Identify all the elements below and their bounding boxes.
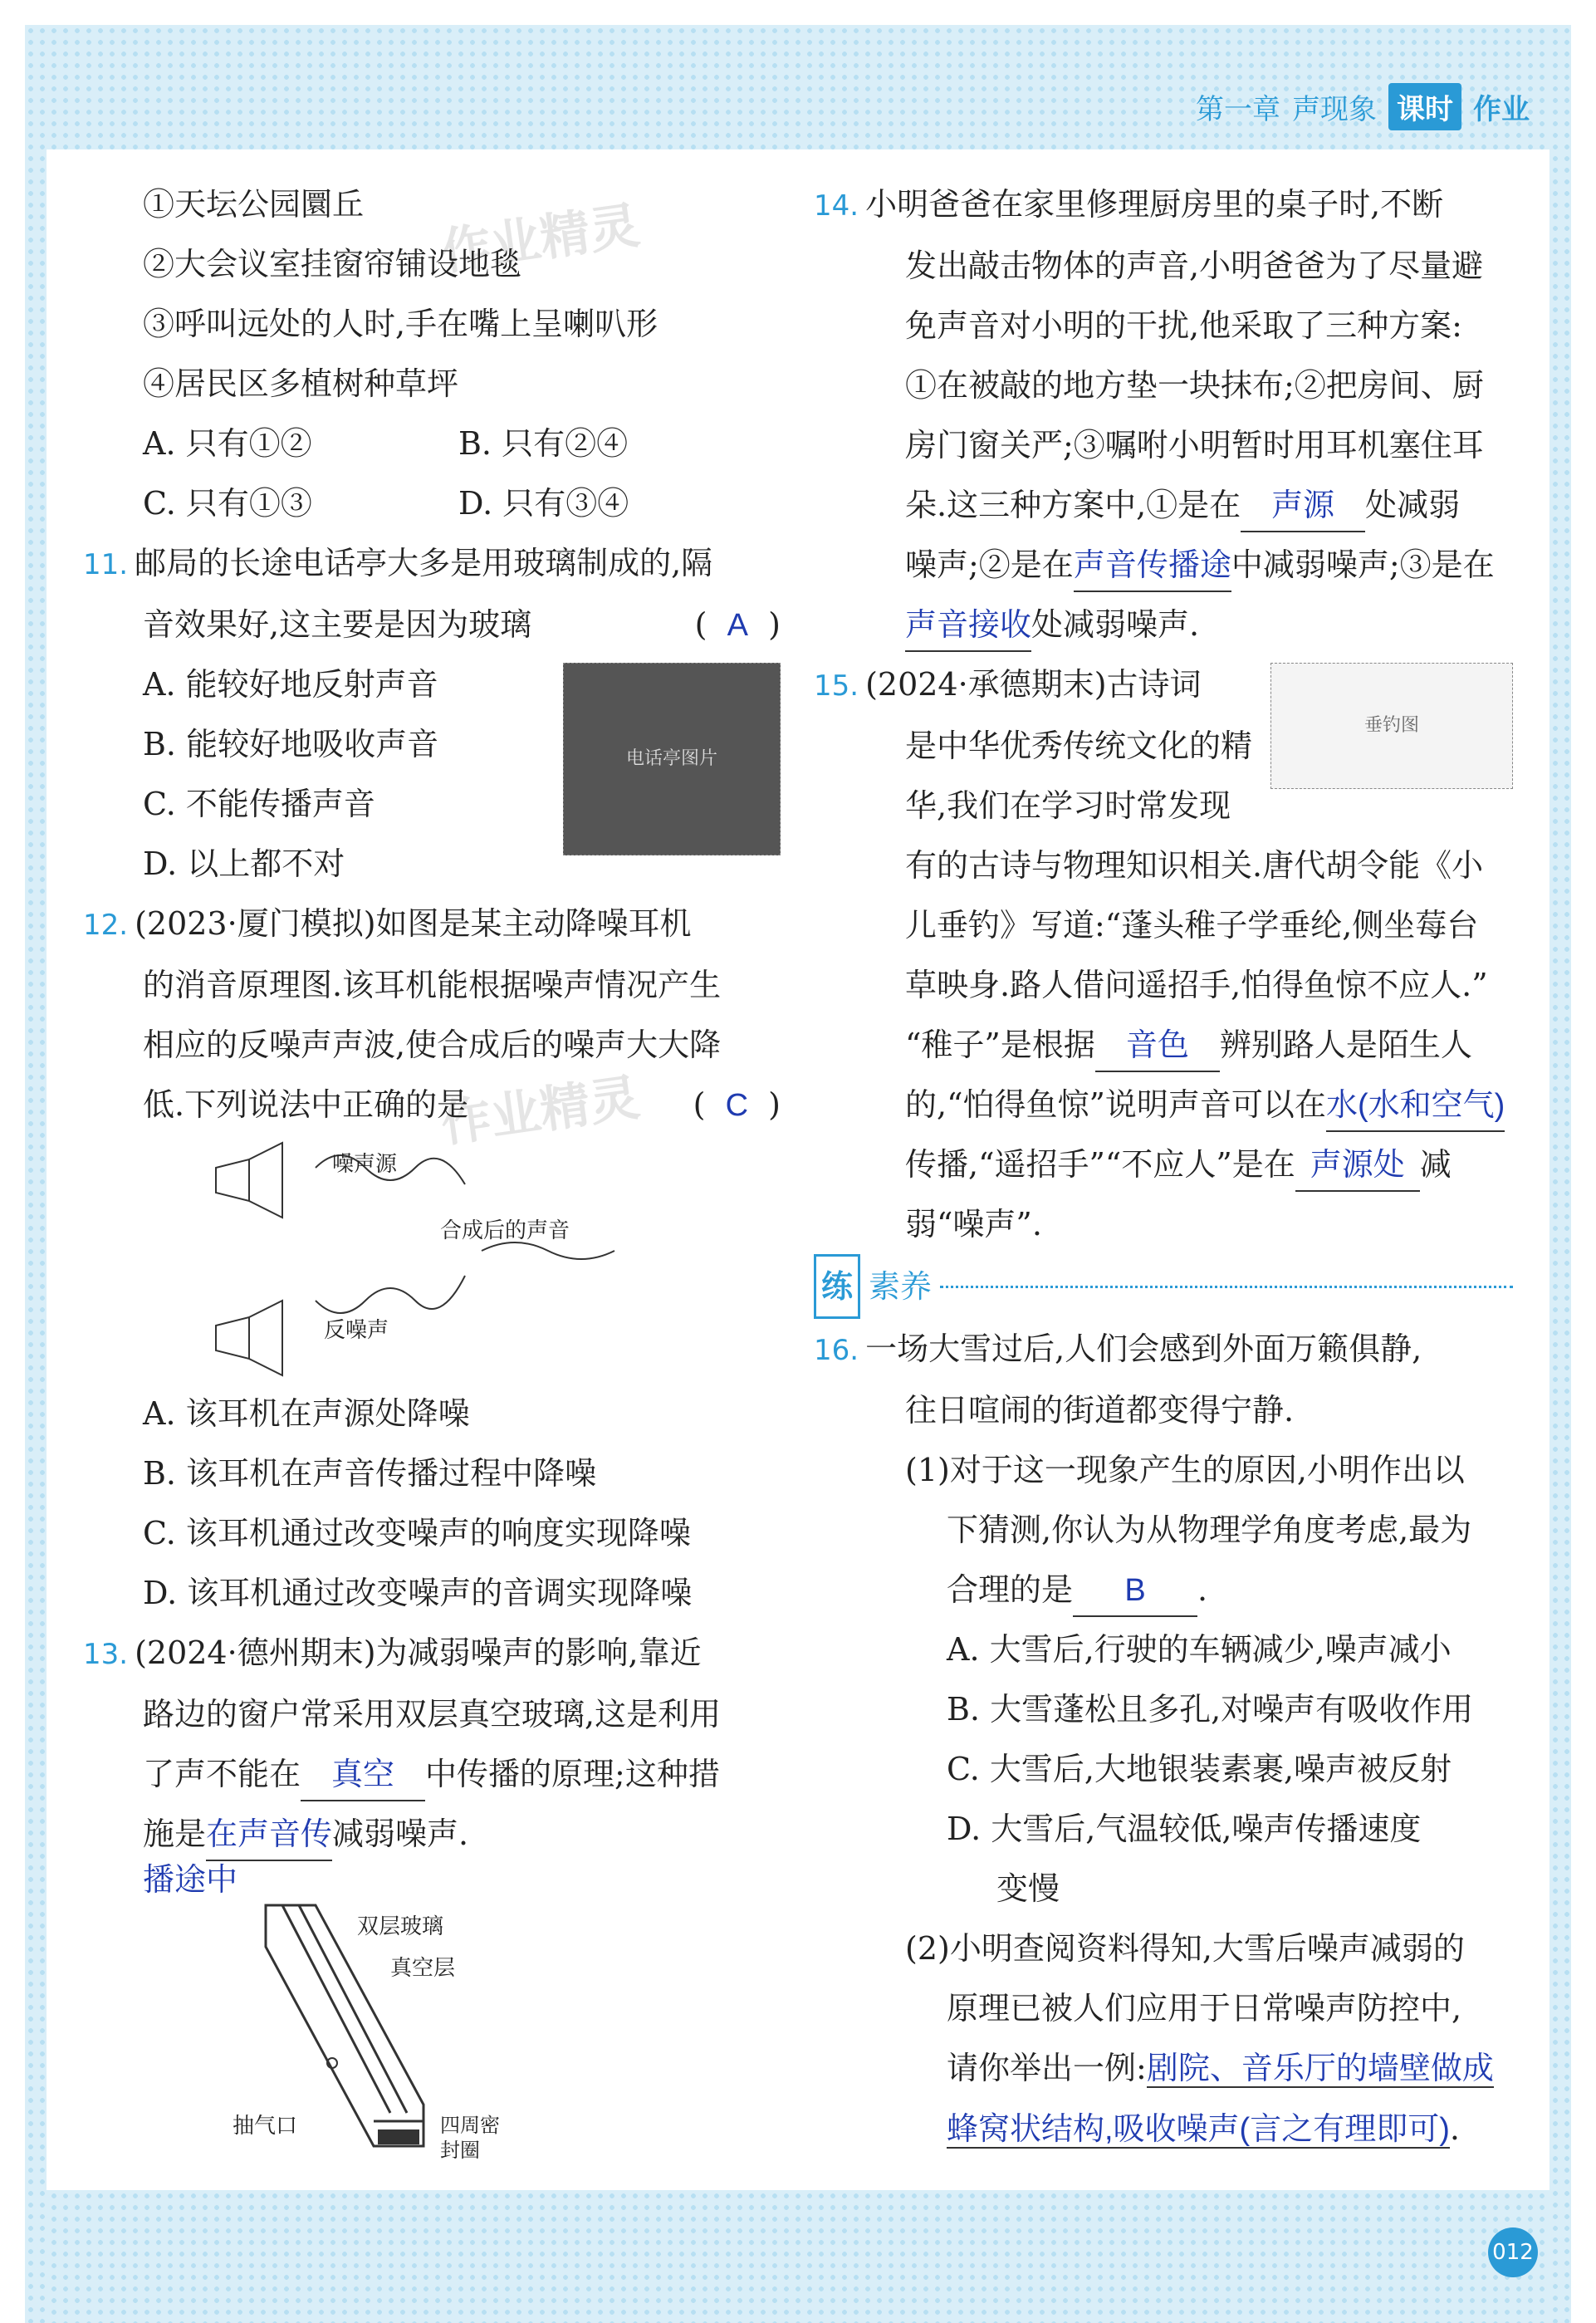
q15-blank-1: 音色 (1095, 1021, 1220, 1072)
q15-stem-6: 草映身.路人借问遥招手,怕得鱼惊不应人.” (905, 967, 1488, 1003)
q14-stem-3: 免声音对小明的干扰,他采取了三种方案: (905, 307, 1462, 344)
q15-stem-4: 有的古诗与物理知识相关.唐代胡令能《小 (905, 847, 1484, 884)
q11-answer: A (727, 608, 749, 643)
q14-stem-8: 声音接收处减弱噪声. (814, 595, 1513, 654)
q11-stem-2: 音效果好,这主要是因为玻璃 ( A ) (83, 595, 781, 654)
air-vent-label: 抽气口 (233, 2114, 298, 2139)
q16-part1-3: 合理的是 B . (814, 1560, 1513, 1620)
watermark: 作业精灵 (437, 196, 644, 282)
double-glass-diagram (233, 1897, 781, 2171)
q16-blank-1: B (1073, 1566, 1197, 1617)
q14-stem: 14. 小明爸爸在家里修理厨房里的桌子时,不断 (814, 186, 1444, 223)
q12-option-d: D. 该耳机通过改变噪声的音调实现降噪 (143, 1575, 693, 1611)
q16-number: 16. (814, 1334, 859, 1367)
tag-homework: 作业 (1473, 93, 1530, 126)
q10-item: ②大会议室挂窗帘铺设地毯 (143, 246, 522, 282)
q13-blank-2: 在声音传 (206, 1810, 332, 1861)
q11-number: 11. (83, 548, 129, 581)
speaker-icon (216, 1159, 249, 1201)
q12-option-b: B. 该耳机在声音传播过程中降噪 (143, 1455, 597, 1492)
speaker-icon-2 (216, 1317, 249, 1359)
right-band (1549, 25, 1571, 2323)
q15-stem-9: 传播,“遥招手”“不应人”是在 声源处 减 (814, 1135, 1513, 1194)
section-title: 素养 (869, 1268, 933, 1305)
q15-stem-3: 华,我们在学习时常发现 (905, 787, 1231, 824)
phone-booth-image: 电话亭图片 (563, 663, 781, 855)
q15-stem-7: “稚子”是根据 音色 辨别路人是陌生人 (814, 1015, 1513, 1075)
q12-stem-2: 的消音原理图.该耳机能根据噪声情况产生 (143, 967, 722, 1003)
q14-blank-1: 声源 (1241, 481, 1365, 532)
q15-stem-10: 弱“噪声”. (905, 1206, 1042, 1242)
chapter-label: 第一章 (1196, 93, 1280, 126)
right-column (814, 174, 1513, 2159)
q12-stem: 12. (2023·厦门模拟)如图是某主动降噪耳机 (83, 905, 692, 942)
q10-option-d: D. 只有③④ (458, 485, 629, 522)
q15-stem: 15. (2024·承德期末)古诗词 (814, 666, 1202, 703)
q11-answer-paren: ( A ) (694, 606, 781, 643)
q10-option-c: C. 只有①③ (143, 485, 312, 522)
q16-stem: 16. 一场大雪过后,人们会感到外面万籁俱静, (814, 1331, 1422, 1367)
q15-number: 15. (814, 669, 859, 703)
q16-part2-1: (2)小明查阅资料得知,大雪后噪声减弱的 (905, 1930, 1465, 1967)
q11-option-c: C. 不能传播声音 (143, 786, 375, 822)
q11-option-d: D. 以上都不对 (143, 845, 345, 882)
q16-part2-3: 请你举出一例:剧院、音乐厅的墙壁做成 (947, 2050, 1494, 2086)
anti-noise-label: 反噪声 (324, 1318, 389, 1343)
q11-option-b: B. 能较好地吸收声音 (143, 726, 439, 762)
speaker-cone (249, 1143, 282, 1218)
q10-item: ③呼叫远处的人时,手在嘴上呈喇叭形 (143, 306, 658, 342)
q15-stem-2: 是中华优秀传统文化的精 (905, 728, 1253, 764)
page-content (83, 158, 1513, 2165)
q12-option-a: A. 该耳机在声源处降噪 (143, 1395, 470, 1432)
q13-blank-1: 真空 (301, 1750, 425, 1801)
q14-stem-7: 噪声;②是在声音传播途中减弱噪声;③是在 (814, 535, 1513, 595)
q13-number: 13. (83, 1638, 129, 1671)
fishing-image: 垂钓图 (1270, 663, 1513, 789)
q12-answer-paren: ( C ) (693, 1086, 781, 1123)
q15-stem-8: 的,“怕得鱼惊”说明声音可以在水(水和空气) (814, 1075, 1513, 1135)
mixed-sound-label: 合成后的声音 (440, 1218, 570, 1243)
q10-options (83, 473, 781, 533)
q10-options (83, 414, 781, 473)
q16-stem-2: 往日喧闹的街道都变得宁静. (905, 1392, 1295, 1429)
left-column (83, 174, 781, 2171)
page-header (1196, 83, 1530, 130)
q12-option-c: C. 该耳机通过改变噪声的响度实现降噪 (143, 1515, 691, 1551)
section-box: 练 (814, 1254, 860, 1319)
q16-part1-1: (1)对于这一现象产生的原因,小明作出以 (905, 1452, 1465, 1488)
q12-answer: C (725, 1088, 749, 1123)
glass-label: 双层玻璃 (357, 1914, 444, 1939)
q16-option-d-2: 变慢 (996, 1870, 1060, 1907)
seal-label: 四周密 封圈 (440, 2114, 500, 2162)
q16-answer-1: 剧院、音乐厅的墙壁做成 (1146, 2051, 1494, 2086)
vacuum-label: 真空层 (390, 1956, 456, 1981)
q13-stem: 13. (2024·德州期末)为减弱噪声的影响,靠近 (83, 1634, 702, 1671)
q11-option-a: A. 能较好地反射声音 (143, 666, 438, 703)
footer-band (25, 2190, 1571, 2323)
q13-stem-2: 路边的窗户常采用双层真空玻璃,这是利用 (143, 1696, 722, 1732)
q10-item: ①天坛公园圜丘 (143, 186, 365, 223)
q12-stem-4: 低.下列说法中正确的是 ( C ) (83, 1075, 781, 1135)
q14-blank-3: 声音接收 (905, 600, 1031, 652)
watermark: 作业精灵 (437, 1068, 644, 1154)
topic-label: 声现象 (1292, 93, 1377, 126)
q13-stem-3: 了声不能在 真空 中传播的原理;这种措 (83, 1744, 781, 1804)
q12-number: 12. (83, 909, 129, 942)
q16-part2-4: 蜂窝状结构,吸收噪声(言之有理即可). (947, 2110, 1460, 2147)
speaker-cone-2 (249, 1301, 282, 1375)
q14-number: 14. (814, 189, 859, 223)
q15-stem-5: 儿垂钓》写道:“蓬头稚子学垂纶,侧坐莓台 (905, 907, 1479, 943)
q16-answer-2: 蜂窝状结构,吸收噪声(言之有理即可) (947, 2112, 1450, 2147)
q15-blank-2: 水(水和空气) (1326, 1081, 1505, 1132)
q11-options-block (83, 654, 781, 894)
q13-blank-2-cont: 播途中 (143, 1863, 238, 1898)
q11-stem: 11. 邮局的长途电话亭大多是用玻璃制成的,隔 (83, 545, 713, 581)
q16-part2-2: 原理已被人们应用于日常噪声防控中, (947, 1990, 1462, 2026)
q14-stem-2: 发出敲击物体的声音,小明爸爸为了尽量避 (905, 247, 1484, 284)
seal-ring (378, 2129, 419, 2144)
q14-blank-2: 声音传播途 (1074, 541, 1231, 592)
q10-item: ④居民区多植树种草坪 (143, 365, 459, 402)
section-heading (814, 1254, 1513, 1319)
noise-source-label: 噪声源 (332, 1152, 398, 1177)
q16-option-d: D. 大雪后,气温较低,噪声传播速度 (947, 1811, 1422, 1847)
noise-cancel-diagram (199, 1135, 781, 1384)
q16-option-c: C. 大雪后,大地银装素裹,噪声被反射 (947, 1751, 1452, 1787)
section-dots (940, 1286, 1513, 1288)
q14-stem-4: ①在被敲的地方垫一块抹布;②把房间、厨 (905, 367, 1484, 404)
q10-option-a: A. 只有①② (143, 425, 312, 462)
q16-part1-2: 下猜测,你认为从物理学角度考虑,最为 (947, 1512, 1472, 1548)
q14-stem-6: 朵.这三种方案中,①是在 声源 处减弱 (814, 475, 1513, 535)
left-band (25, 25, 47, 2323)
q13-stem-4: 施是在声音传减弱噪声. (83, 1804, 781, 1864)
q10-option-b: B. 只有②④ (458, 425, 629, 462)
q16-option-b: B. 大雪蓬松且多孔,对噪声有吸收作用 (947, 1691, 1474, 1728)
q16-option-a: A. 大雪后,行驶的车辆减少,噪声减小 (947, 1631, 1452, 1668)
tag-lesson: 课时 (1388, 83, 1461, 130)
page-number: 012 (1488, 2227, 1538, 2277)
q15-block (814, 654, 1513, 836)
q15-blank-3: 声源处 (1295, 1140, 1420, 1192)
q12-stem-3: 相应的反噪声声波,使合成后的噪声大大降 (143, 1027, 722, 1063)
q14-stem-5: 房门窗关严;③嘱咐小明暂时用耳机塞住耳 (905, 427, 1484, 463)
